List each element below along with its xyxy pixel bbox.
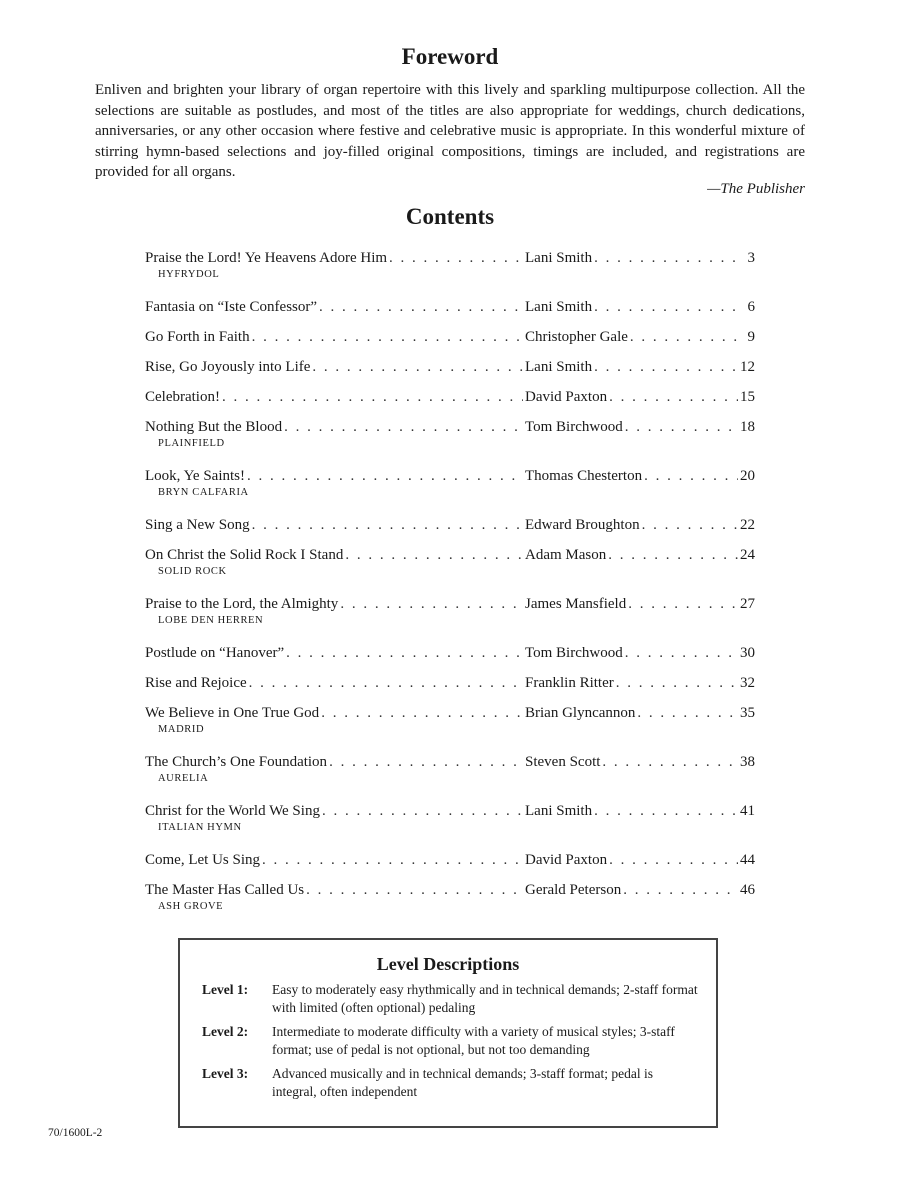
toc-title: Celebration! [145, 389, 220, 405]
level-descriptions-box [178, 938, 718, 1128]
toc-page-number: 6 [747, 299, 755, 315]
toc-line [145, 297, 755, 317]
toc-line [145, 703, 755, 723]
toc-page-number: 20 [740, 468, 755, 484]
dot-leader [637, 703, 738, 723]
toc-composer: Christopher Gale [525, 329, 628, 345]
toc-page-number: 38 [740, 754, 755, 770]
toc-entry [145, 357, 755, 377]
toc-composer: Gerald Peterson [525, 882, 622, 898]
toc-composer: Tom Birchwood [525, 419, 623, 435]
foreword-title: Foreword [401, 44, 499, 69]
toc-composer: Franklin Ritter [525, 675, 614, 691]
toc-line [145, 248, 755, 268]
toc-page-number: 35 [740, 705, 755, 721]
toc-composer: Lani Smith [525, 803, 593, 819]
level-description: Intermediate to moderate difficulty with a variety of musical styles; 3-staff format; use of pedal is not optional, but not too demanding [272, 1024, 675, 1057]
table-of-contents [145, 248, 755, 929]
toc-entry [145, 850, 755, 870]
toc-title: Rise and Rejoice [145, 675, 247, 691]
toc-composer: David Paxton [525, 852, 608, 868]
dot-leader [609, 850, 738, 870]
toc-composer: Tom Birchwood [525, 645, 623, 661]
toc-line [145, 752, 755, 772]
dot-leader [602, 752, 738, 772]
toc-title: Look, Ye Saints! [145, 468, 246, 484]
toc-entry [145, 880, 755, 916]
dot-leader [286, 643, 523, 663]
toc-title: Sing a New Song [145, 517, 250, 533]
level-row [180, 1065, 716, 1101]
dot-leader [321, 703, 523, 723]
toc-tune-name: ASH GROVE [158, 901, 224, 912]
toc-composer: James Mansfield [525, 596, 627, 612]
toc-entry [145, 327, 755, 347]
toc-title: Praise to the Lord, the Almighty [145, 596, 339, 612]
dot-leader [594, 801, 738, 821]
toc-line [145, 327, 755, 347]
toc-composer: Adam Mason [525, 547, 607, 563]
toc-entry [145, 801, 755, 837]
toc-page-number: 15 [740, 389, 755, 405]
dot-leader [252, 515, 523, 535]
dot-leader [608, 545, 738, 565]
toc-page-number: 41 [740, 803, 755, 819]
toc-page-number: 46 [740, 882, 755, 898]
toc-title: On Christ the Solid Rock I Stand [145, 547, 344, 563]
toc-line [145, 417, 755, 437]
toc-line [145, 466, 755, 486]
toc-tune-name: ITALIAN HYMN [158, 822, 242, 833]
toc-page-number: 44 [740, 852, 755, 868]
toc-line [145, 643, 755, 663]
toc-composer: Brian Glyncannon [525, 705, 636, 721]
toc-tune-name: BRYN CALFARIA [158, 487, 249, 498]
toc-line [145, 515, 755, 535]
toc-composer: David Paxton [525, 389, 608, 405]
toc-line [145, 850, 755, 870]
toc-title: Praise the Lord! Ye Heavens Adore Him [145, 250, 388, 266]
level-label: Level 3: [202, 1066, 249, 1081]
dot-leader [222, 387, 523, 407]
toc-page-number: 12 [740, 359, 755, 375]
toc-entry [145, 417, 755, 453]
toc-tune-name: LOBE DEN HERREN [158, 615, 264, 626]
toc-page-number: 30 [740, 645, 755, 661]
dot-leader [616, 673, 738, 693]
level-row [180, 1023, 716, 1059]
dot-leader [319, 297, 523, 317]
toc-title: Postlude on “Hanover” [145, 645, 285, 661]
toc-composer: Thomas Chesterton [525, 468, 643, 484]
toc-composer: Lani Smith [525, 250, 593, 266]
toc-line [145, 357, 755, 377]
dot-leader [262, 850, 523, 870]
toc-entry [145, 643, 755, 663]
toc-composer: Lani Smith [525, 299, 593, 315]
toc-entry [145, 673, 755, 693]
toc-title: Fantasia on “Iste Confessor” [145, 299, 318, 315]
dot-leader [630, 327, 741, 347]
dot-leader [306, 880, 523, 900]
dot-leader [322, 801, 523, 821]
dot-leader [340, 594, 523, 614]
dot-leader [249, 673, 523, 693]
toc-page-number: 9 [747, 329, 755, 345]
toc-entry [145, 387, 755, 407]
dot-leader [642, 515, 738, 535]
toc-page-number: 18 [740, 419, 755, 435]
toc-composer: Steven Scott [525, 754, 601, 770]
level-description: Easy to moderately easy rhythmically and in technical demands; 2-staff format with limited (often optional) pedaling [272, 982, 698, 1015]
level-row [180, 981, 716, 1017]
dot-leader [594, 297, 741, 317]
toc-tune-name: HYFRYDOL [158, 269, 220, 280]
catalog-code: 70/1600L-2 [48, 1127, 103, 1139]
level-descriptions-title: Level Descriptions [376, 954, 520, 974]
dot-leader [609, 387, 738, 407]
toc-tune-name: SOLID ROCK [158, 566, 227, 577]
dot-leader [625, 643, 738, 663]
toc-title: Rise, Go Joyously into Life [145, 359, 311, 375]
contents-title: Contents [405, 204, 495, 229]
dot-leader [389, 248, 523, 268]
dot-leader [644, 466, 738, 486]
toc-title: Go Forth in Faith [145, 329, 250, 345]
toc-line [145, 801, 755, 821]
toc-entry [145, 703, 755, 739]
toc-tune-name: PLAINFIELD [158, 438, 225, 449]
toc-title: The Master Has Called Us [145, 882, 305, 898]
dot-leader [329, 752, 523, 772]
toc-title: Come, Let Us Sing [145, 852, 260, 868]
toc-page-number: 32 [740, 675, 755, 691]
dot-leader [312, 357, 523, 377]
toc-entry [145, 248, 755, 284]
toc-page-number: 24 [740, 547, 755, 563]
toc-line [145, 673, 755, 693]
toc-page-number: 27 [740, 596, 755, 612]
toc-line [145, 880, 755, 900]
toc-tune-name: AURELIA [158, 773, 209, 784]
dot-leader [345, 545, 523, 565]
toc-tune-name: MADRID [158, 724, 205, 735]
level-description: Advanced musically and in technical demands; 3-staff format; pedal is integral, often independent [272, 1066, 654, 1099]
toc-title: Christ for the World We Sing [145, 803, 320, 819]
dot-leader [252, 327, 523, 347]
toc-composer: Lani Smith [525, 359, 593, 375]
toc-line [145, 594, 755, 614]
level-label: Level 2: [202, 1024, 249, 1039]
foreword-signature: —The Publisher [707, 181, 805, 197]
dot-leader [623, 880, 738, 900]
toc-title: We Believe in One True God [145, 705, 320, 721]
toc-line [145, 387, 755, 407]
dot-leader [594, 248, 741, 268]
foreword-body: Enliven and brighten your library of organ repertoire with this lively and sparkling multipurpose collection. All the selections are suitable as postludes, and most of the titles are also appropriate for weddings, church dedications, anniversaries, or any other occasion where festive and celebrative music is appropriate. In this wonderful mixture of stirring hymn-based selections and joy-filled original compositions, timings are included, and registrations are provided for all organs. [95, 82, 805, 180]
toc-title: Nothing But the Blood [145, 419, 283, 435]
dot-leader [625, 417, 738, 437]
toc-page-number: 3 [747, 250, 755, 266]
level-label: Level 1: [202, 982, 249, 997]
toc-composer: Edward Broughton [525, 517, 640, 533]
toc-entry [145, 466, 755, 502]
toc-entry [145, 594, 755, 630]
toc-entry [145, 515, 755, 535]
dot-leader [284, 417, 523, 437]
dot-leader [628, 594, 738, 614]
toc-entry [145, 752, 755, 788]
dot-leader [594, 357, 738, 377]
toc-line [145, 545, 755, 565]
toc-entry [145, 545, 755, 581]
toc-entry [145, 297, 755, 317]
dot-leader [247, 466, 523, 486]
toc-page-number: 22 [740, 517, 755, 533]
toc-title: The Church’s One Foundation [145, 754, 328, 770]
